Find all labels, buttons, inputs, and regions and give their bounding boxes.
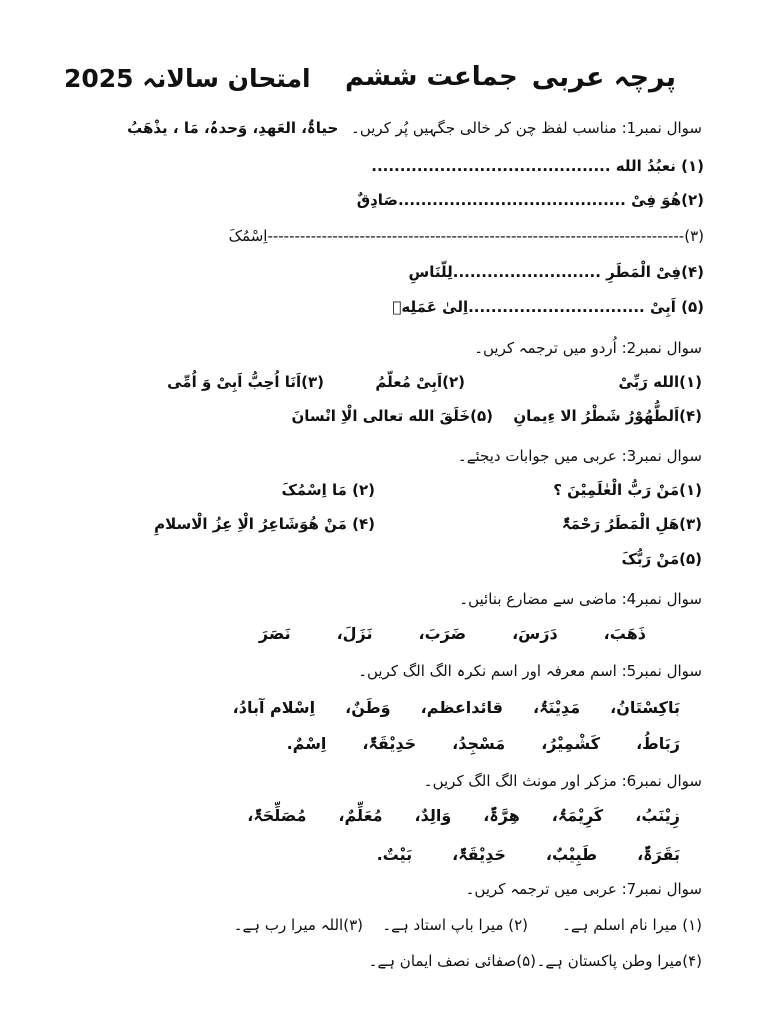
question-7-heading: سوال نمبر7: عربی میں ترجمہ کریں۔ xyxy=(465,880,702,898)
q6-word: حَدِیْقَۃٌ، xyxy=(452,845,506,864)
q5-word: اِسْمٌ. xyxy=(286,734,327,753)
q7-item-5: (۵)صفائی نصف ایمان ہے۔ xyxy=(368,952,536,970)
q2-item-4: (۴)اَلطُّهُوْرُ شَطْرُ الا ءِیمانِ xyxy=(513,407,702,425)
q5-word: بَاکِسْتَانُ، xyxy=(610,698,680,717)
q6-word: بَقَرَۃٌ، xyxy=(637,845,680,864)
q6-word: طَبِیْبٌ، xyxy=(545,845,598,864)
q6-row-1 xyxy=(247,806,680,825)
q2-item-1: (۱)الله رَبِّیْ xyxy=(618,373,702,391)
q3-item-4: (۴) مَنْ هُوَشَاعِرُ الْاِ عِزُ الْاسلامِ xyxy=(154,515,375,533)
q4-words xyxy=(259,624,646,643)
q6-word: مُعَلِّمٌ، xyxy=(338,806,383,825)
q5-word: مَدِیْنَۃُ، xyxy=(532,698,581,717)
subject-title: پرچہ عربی xyxy=(531,62,676,93)
question-4-heading: سوال نمبر4: ماضی سے مضارع بنائیں۔ xyxy=(459,590,702,608)
q6-row-2 xyxy=(377,845,680,864)
q4-word: دَرَسَ، xyxy=(512,624,558,643)
q6-word: زِیْنَبُ، xyxy=(635,806,680,825)
q4-word: نَزَلَ، xyxy=(336,624,373,643)
question-1-word-bank: حیاۃُ، العَهدِ، وَحدہُ، مَا ، یذْھَبُ xyxy=(127,119,339,137)
q4-word: ضَرَبَ، xyxy=(418,624,467,643)
q4-word: ذَهَبَ، xyxy=(603,624,646,643)
q1-item-3: (۳)-----------------------------------------------------------------------------اِسْمُکَ xyxy=(228,227,704,245)
q1-item-1: (۱) نعبُدُ الله .......................................... xyxy=(371,157,704,175)
question-6-heading: سوال نمبر6: مزکر اور مونث الگ الگ کریں۔ xyxy=(423,772,702,790)
q5-word: قائداعظم، xyxy=(420,698,503,717)
q6-word: بَیْتٌ. xyxy=(376,845,413,864)
q5-word: اِسْلام آبادُ، xyxy=(232,698,316,717)
q3-item-3: (۳)هَلِ الْمَطَرُ رَحْمَۃٌ xyxy=(561,515,702,533)
q1-item-2: (۲)هُوَ فِیْ ........................................صَادِقٌ xyxy=(356,191,704,209)
question-2-heading: سوال نمبر2: اُردو میں ترجمہ کریں۔ xyxy=(474,339,702,357)
q3-item-5: (۵)مَنْ رَبُّکَ xyxy=(621,550,702,568)
q5-word: کَشْمِیْرُ، xyxy=(541,734,601,753)
q7-item-3: (۳)اللہ میرا رب ہے۔ xyxy=(233,916,363,934)
question-3-heading: سوال نمبر3: عربی میں جوابات دیجئے۔ xyxy=(457,447,702,465)
q5-word: مَسْجِدُ، xyxy=(452,734,506,753)
q4-word: نَصَرَ xyxy=(258,624,291,643)
q5-word: وَطَنٌ، xyxy=(345,698,391,717)
q7-item-1: (۱) میرا نام اسلم ہے۔ xyxy=(562,916,702,934)
q1-item-5: (۵) اَبِیْ ...............................اِلیٰ عَمَلِهٖ xyxy=(392,298,704,316)
q5-row-2 xyxy=(287,734,680,753)
q3-item-2: (۲) مَا اِسْمُکَ xyxy=(281,481,375,499)
q7-item-4: (۴)میرا وطن پاکستان ہے۔ xyxy=(536,952,702,970)
q5-word: حَدِیْقَۃٌ، xyxy=(362,734,417,753)
q7-item-2: (۲) میرا باپ استاد ہے۔ xyxy=(382,916,528,934)
q6-word: وَالِدٌ، xyxy=(414,806,452,825)
q5-row-1 xyxy=(233,698,680,717)
q6-word: هِرَّۃٌ، xyxy=(483,806,520,825)
q6-word: مُصَلِّحَۃٌ، xyxy=(247,806,307,825)
q1-item-4: (۴)فِیْ الْمَطَرِ ..........................لِلّنَاسِ xyxy=(408,263,704,281)
q2-item-2: (۲)اَبِیْ مُعلّمُ xyxy=(375,373,465,391)
q6-word: کَرِیْمَۃُ، xyxy=(551,806,604,825)
q2-item-5: (۵)خَلَقَ الله تعالی الْاِ انْسانَ xyxy=(291,407,493,425)
q2-item-3: (۳)اَنَا اُحِبُّ اَبِیْ وَ اُمِّی xyxy=(167,373,324,391)
exam-title: امتحان سالانہ 2025 xyxy=(64,64,311,93)
q3-item-1: (۱)مَنْ رَبُّ الْعٰلَمِیْنَ ؟ xyxy=(553,481,702,499)
class-title: جماعت ششم xyxy=(345,62,518,92)
question-1-text: سوال نمبر1: مناسب لفظ چن کر خالی جگہیں پُر کریں۔ xyxy=(351,119,702,137)
question-5-heading: سوال نمبر5: اسم معرفہ اور اسم نکرہ الگ الگ کریں۔ xyxy=(358,662,702,680)
question-1-heading xyxy=(127,119,702,137)
q5-word: رَبَاطُ، xyxy=(636,734,680,753)
